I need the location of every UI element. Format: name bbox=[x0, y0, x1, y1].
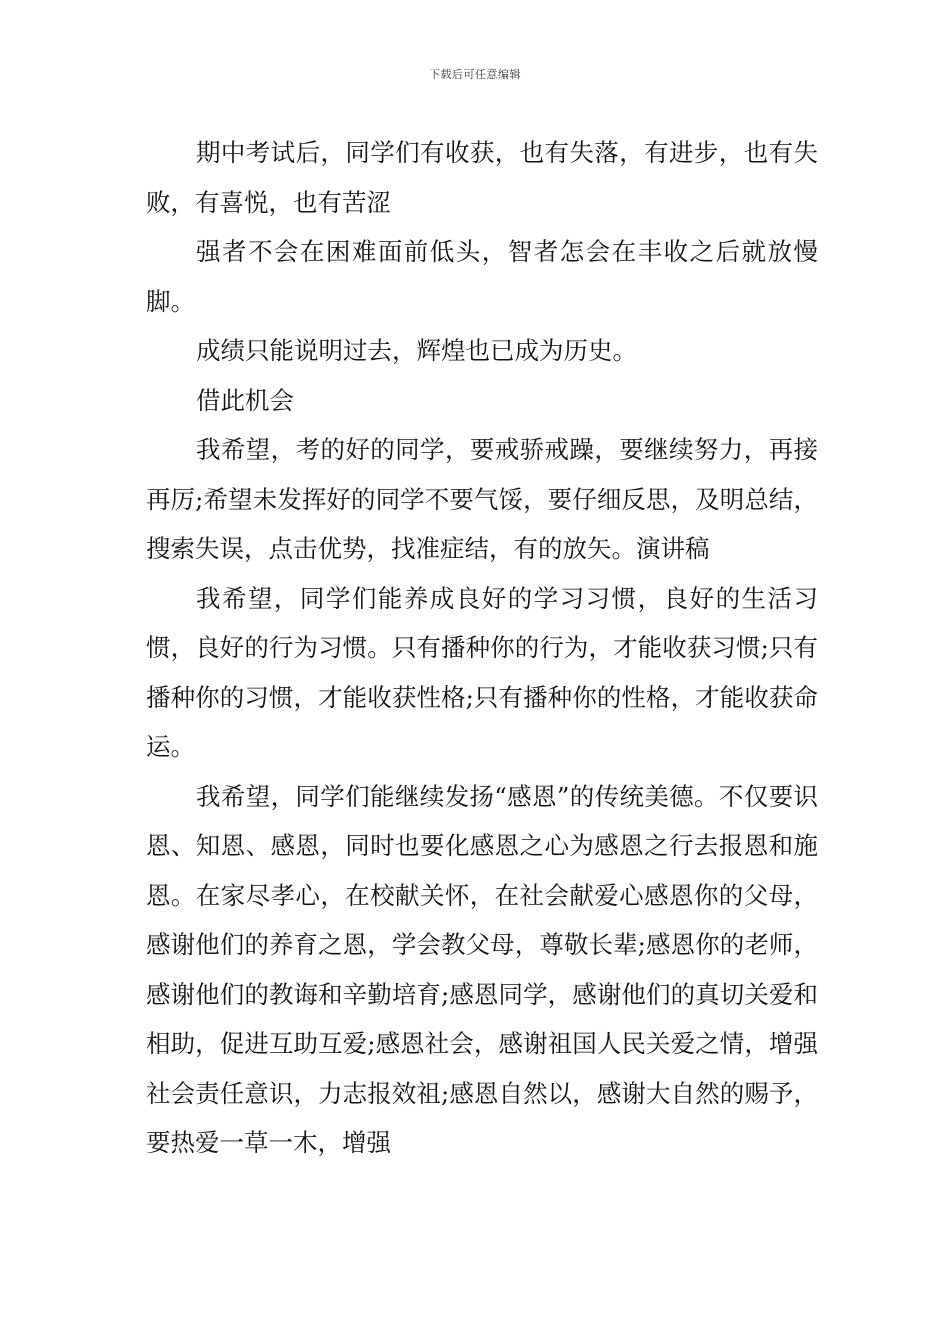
paragraph-6: 我希望，同学们能养成良好的学习习惯，良好的生活习惯，良好的行为习惯。只有播种你的行为，才能收获习惯;只有播种你的习惯，才能收获性格;只有播种你的性格，才能收获命运。 bbox=[146, 583, 818, 761]
paragraph-2: 强者不会在困难面前低头，智者怎会在丰收之后就放慢脚。 bbox=[146, 237, 818, 316]
paragraph-4: 借此机会 bbox=[196, 385, 294, 415]
paragraph-5: 我希望，考的好的同学，要戒骄戒躁，要继续努力，再接再厉;希望未发挥好的同学不要气馁，要仔细反思，及明总结，搜索失误，点击优势，找准症结，有的放矢。演讲稿 bbox=[146, 435, 818, 563]
document-body bbox=[146, 128, 818, 1168]
page-header: 下载后可任意编辑 bbox=[429, 68, 521, 81]
paragraph-3: 成绩只能说明过去，辉煌也已成为历史。 bbox=[196, 336, 637, 365]
paragraph-1: 期中考试后，同学们有收获，也有失落，有进步，也有失败，有喜悦，也有苦涩 bbox=[146, 138, 818, 217]
paragraph-7: 我希望，同学们能继续发扬“感恩”的传统美德。不仅要识恩、知恩、感恩，同时也要化感恩之心为感恩之行去报恩和施恩。在家尽孝心，在校献关怀，在社会献爱心感恩你的父母，感谢他们的养育之恩，学会教父母，尊敬长辈;感恩你的老师，感谢他们的教诲和辛勤培育;感恩同学，感谢他们的真切关爱和相助，促进互助互爱;感恩社会，感谢祖国人民关爱之情，增强社会责任意识，力志报效祖;感恩自然以，感谢大自然的赐予，要热爱一草一木，增强 bbox=[146, 781, 818, 1157]
